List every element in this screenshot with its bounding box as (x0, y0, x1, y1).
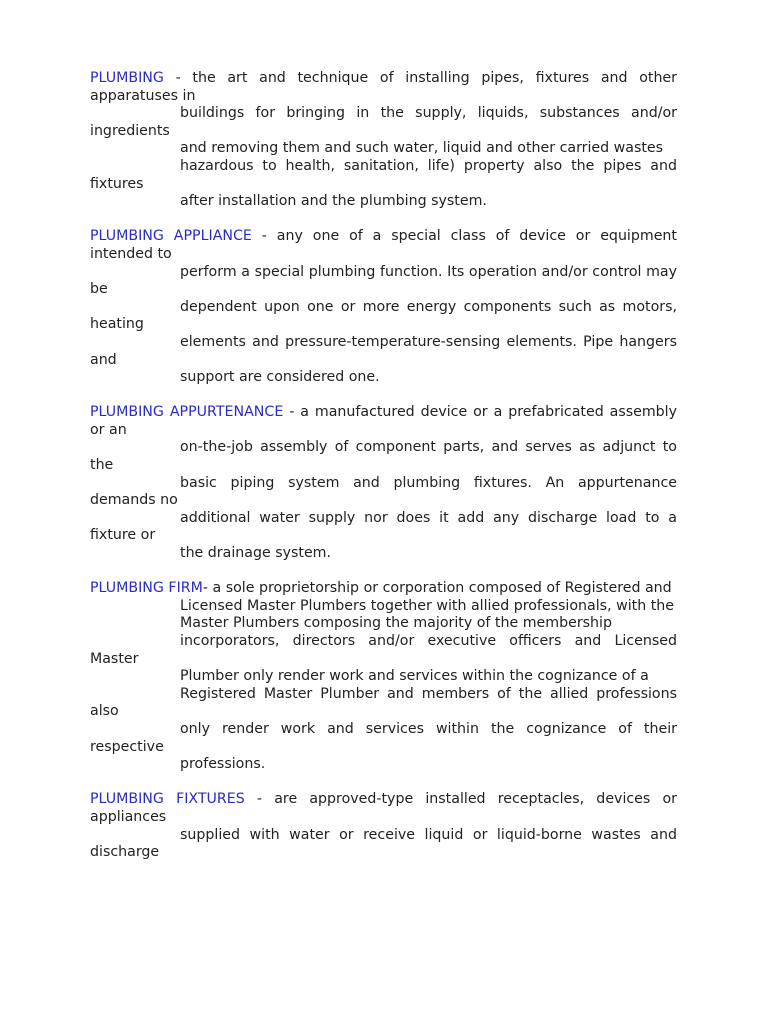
definition-plumbing-firm (90, 580, 677, 774)
definition-line: supplied with water or receive liquid or liquid-borne wastes and discharge (90, 826, 677, 861)
definition-plumbing (90, 70, 677, 211)
definition-text: - a sole proprietorship or corporation composed of Registered and (202, 580, 672, 597)
definition-first-line (90, 228, 677, 263)
definition-line: after installation and the plumbing system. (180, 193, 487, 210)
definition-line: additional water supply nor does it add any discharge load to a fixture or (90, 509, 677, 544)
definition-line: professions. (180, 756, 266, 773)
definition-text: - a manufactured device or a prefabricated assembly or an (90, 404, 677, 438)
definition-first-line (90, 70, 677, 105)
definition-text: - any one of a special class of device or equipment intended to (90, 228, 677, 262)
term-label: PLUMBING (90, 70, 164, 86)
definition-line: incorporators, directors and/or executive officers and Licensed Master (90, 633, 677, 667)
definition-line: on-the-job assembly of component parts, and serves as adjunct to the (90, 439, 677, 474)
definition-line: elements and pressure-temperature-sensing elements. Pipe hangers and (90, 333, 677, 368)
definition-line: support are considered one. (180, 369, 380, 386)
document-body (90, 70, 677, 879)
definition-line: hazardous to health, sanitation, life) property also the pipes and fixtures (90, 157, 677, 192)
definition-first-line (90, 580, 677, 598)
definition-line: buildings for bringing in the supply, liquids, substances and/or ingredients (90, 105, 677, 139)
term-label: PLUMBING FIXTURES (90, 791, 245, 808)
definition-line: the drainage system. (180, 545, 331, 562)
definition-text: - are approved-type installed receptacles, devices or appliances (90, 791, 677, 825)
term-label: PLUMBING APPURTENANCE (90, 404, 284, 421)
term-label: PLUMBING APPLIANCE (90, 228, 252, 245)
definition-line: dependent upon one or more energy components such as motors, heating (90, 298, 677, 333)
definition-line: basic piping system and plumbing fixtures. An appurtenance demands no (90, 474, 677, 509)
definition-first-line (90, 791, 677, 826)
definition-plumbing-appurtenance (90, 404, 677, 562)
definition-line: perform a special plumbing function. Its operation and/or control may be (90, 263, 677, 298)
definition-line: Licensed Master Plumbers together with allied professionals, with the (180, 597, 674, 614)
definition-line: and removing them and such water, liquid and other carried wastes (180, 140, 664, 157)
definition-plumbing-fixtures (90, 791, 677, 861)
definition-line: Registered Master Plumber and members of the allied professions also (90, 685, 677, 720)
definition-line: only render work and services within the cognizance of their respective (90, 720, 677, 755)
definition-line: Plumber only render work and services within the cognizance of a (180, 668, 649, 685)
term-label: PLUMBING FIRM (90, 580, 203, 597)
definition-first-line (90, 404, 677, 439)
definition-line: Master Plumbers composing the majority of the membership (180, 615, 612, 632)
definition-plumbing-appliance (90, 228, 677, 386)
definition-text: - the art and technique of installing pipes, fixtures and other apparatuses in (90, 70, 677, 104)
